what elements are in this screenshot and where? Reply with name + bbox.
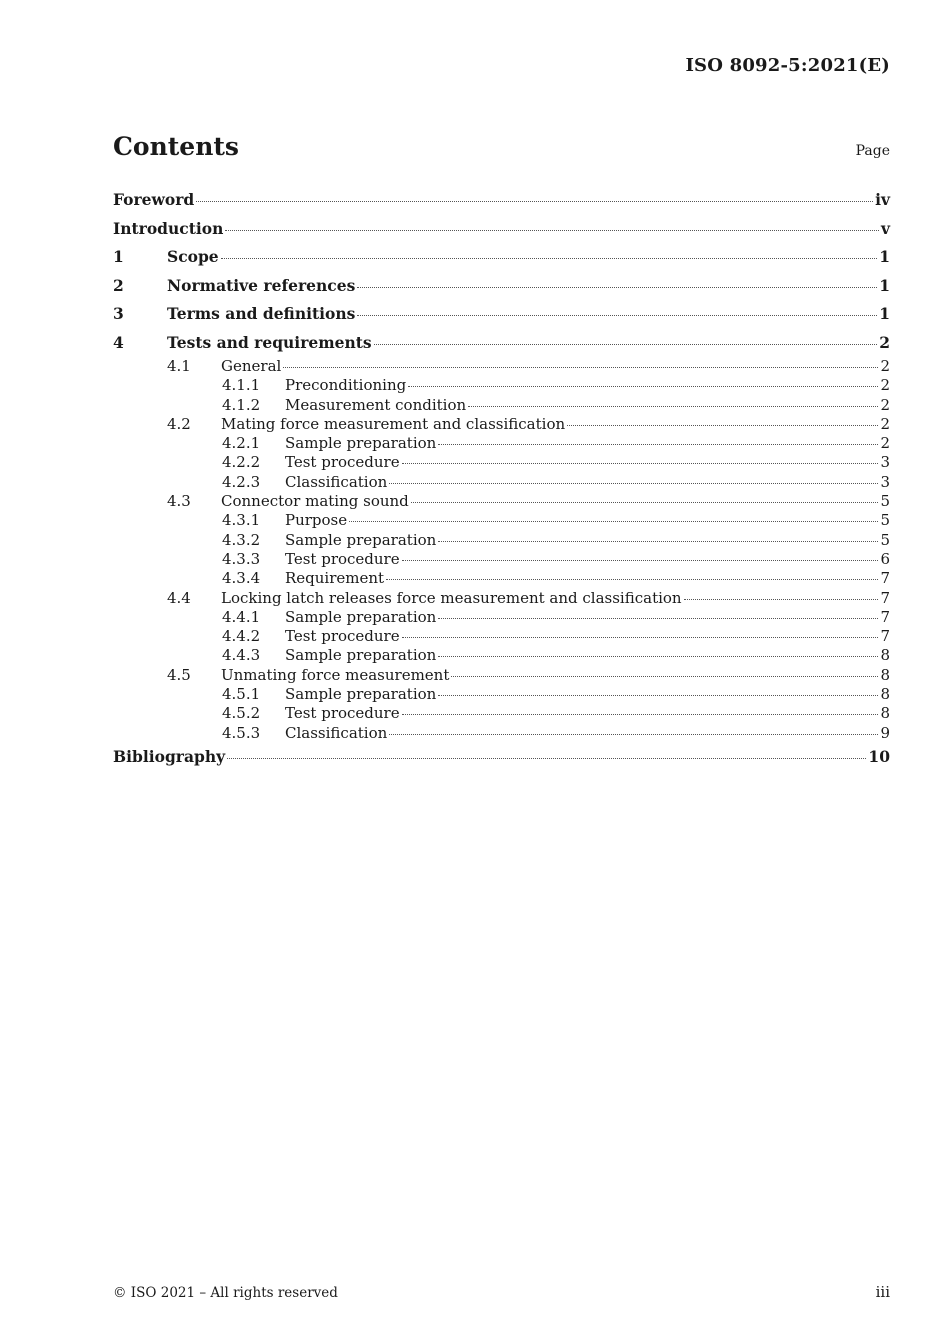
toc-entry-title: Sample preparation bbox=[285, 646, 437, 665]
table-of-contents bbox=[113, 186, 890, 771]
toc-entry[interactable] bbox=[113, 646, 890, 665]
toc-dot-leader bbox=[386, 579, 878, 580]
toc-entry-page: 7 bbox=[880, 569, 890, 588]
toc-entry[interactable] bbox=[113, 511, 890, 530]
toc-entry-page: 6 bbox=[880, 549, 890, 568]
toc-entry[interactable] bbox=[113, 300, 890, 329]
toc-entry[interactable] bbox=[113, 186, 890, 215]
toc-entry-title: Sample preparation bbox=[285, 607, 437, 626]
toc-entry[interactable] bbox=[113, 376, 890, 395]
toc-entry[interactable] bbox=[113, 473, 890, 492]
toc-entry-page: 1 bbox=[879, 247, 890, 266]
toc-entry-page: 10 bbox=[868, 746, 890, 766]
toc-entry[interactable] bbox=[113, 627, 890, 646]
toc-entry-title: Terms and definitions bbox=[167, 304, 356, 323]
toc-entry-number: 4.4.3 bbox=[222, 646, 261, 665]
toc-entry-title: Preconditioning bbox=[285, 376, 407, 395]
toc-entry-title: Unmating force measurement bbox=[221, 665, 450, 684]
toc-entry[interactable] bbox=[113, 724, 890, 743]
toc-entry-number: 4.4 bbox=[167, 588, 191, 607]
toc-dot-leader bbox=[411, 502, 879, 503]
toc-dot-leader bbox=[402, 560, 879, 561]
toc-entry-page: 3 bbox=[880, 472, 890, 491]
toc-entry-title: Test procedure bbox=[285, 627, 400, 646]
toc-entry[interactable] bbox=[113, 329, 890, 358]
document-id: ISO 8092-5:2021(E) bbox=[685, 55, 890, 76]
toc-dot-leader bbox=[567, 425, 878, 426]
toc-entry-page: 7 bbox=[880, 588, 890, 607]
toc-entry-title: Requirement bbox=[285, 569, 385, 588]
toc-dot-leader bbox=[196, 201, 873, 202]
toc-entry-number: 4.1 bbox=[167, 357, 191, 375]
toc-entry-title: Introduction bbox=[113, 218, 224, 238]
page-title: Contents bbox=[113, 132, 240, 161]
toc-entry-title: Classification bbox=[285, 723, 388, 742]
toc-dot-leader bbox=[227, 758, 866, 759]
toc-entry-number: 4.3.4 bbox=[222, 569, 261, 588]
toc-entry-page: 5 bbox=[880, 511, 890, 530]
toc-entry-title: Test procedure bbox=[285, 453, 400, 472]
toc-entry-title: Normative references bbox=[167, 275, 356, 295]
toc-entry-page: iv bbox=[875, 190, 890, 209]
toc-entry-page: 2 bbox=[879, 332, 890, 352]
toc-entry-page: v bbox=[880, 218, 890, 238]
toc-dot-leader bbox=[684, 599, 879, 600]
toc-entry-number: 4 bbox=[113, 332, 124, 352]
toc-entry-number: 4.3.1 bbox=[222, 511, 261, 530]
toc-dot-leader bbox=[357, 287, 877, 288]
page-column-label: Page bbox=[855, 143, 890, 159]
toc-dot-leader bbox=[408, 386, 878, 387]
toc-entry-title: Test procedure bbox=[285, 704, 400, 723]
toc-dot-leader bbox=[349, 521, 878, 522]
toc-entry-title: Classification bbox=[285, 472, 388, 491]
toc-entry-title: Purpose bbox=[285, 511, 348, 530]
toc-entry-title: Mating force measurement and classification bbox=[221, 414, 566, 433]
toc-dot-leader bbox=[438, 444, 878, 445]
toc-entry-number: 4.1.2 bbox=[222, 395, 261, 414]
toc-entry-title: Connector mating sound bbox=[221, 492, 409, 511]
toc-dot-leader bbox=[374, 344, 878, 345]
toc-dot-leader bbox=[438, 695, 878, 696]
toc-entry-title: Foreword bbox=[113, 190, 195, 209]
toc-dot-leader bbox=[438, 618, 878, 619]
toc-dot-leader bbox=[438, 541, 878, 542]
toc-entry[interactable] bbox=[113, 415, 890, 434]
toc-entry-number: 4.5 bbox=[167, 665, 191, 684]
toc-entry[interactable] bbox=[113, 685, 890, 704]
toc-entry-page: 1 bbox=[879, 304, 890, 323]
toc-entry-page: 8 bbox=[880, 685, 890, 704]
toc-entry-title: Locking latch releases force measurement and classification bbox=[221, 588, 682, 607]
toc-entry-page: 2 bbox=[880, 434, 890, 453]
toc-entry-page: 2 bbox=[880, 357, 890, 375]
toc-dot-leader bbox=[402, 463, 879, 464]
toc-entry-page: 8 bbox=[880, 665, 890, 684]
toc-entry-number: 1 bbox=[113, 247, 124, 266]
page-number: iii bbox=[875, 1283, 890, 1301]
toc-entry-title: Scope bbox=[167, 247, 219, 266]
toc-dot-leader bbox=[389, 734, 878, 735]
toc-entry-number: 4.2.1 bbox=[222, 434, 261, 453]
toc-entry[interactable] bbox=[113, 608, 890, 627]
toc-entry-number: 3 bbox=[113, 304, 124, 323]
copyright-notice: © ISO 2021 – All rights reserved bbox=[113, 1285, 338, 1301]
toc-entry-title: General bbox=[221, 357, 282, 375]
toc-entry-number: 4.4.2 bbox=[222, 627, 261, 646]
toc-entry[interactable] bbox=[113, 434, 890, 453]
toc-entry[interactable] bbox=[113, 492, 890, 511]
toc-entry-page: 5 bbox=[880, 492, 890, 511]
toc-entry[interactable] bbox=[113, 743, 890, 772]
toc-entry-page: 3 bbox=[880, 453, 890, 472]
toc-entry-page: 2 bbox=[880, 395, 890, 414]
toc-entry-page: 5 bbox=[880, 530, 890, 549]
toc-entry-title: Tests and requirements bbox=[167, 332, 372, 352]
toc-entry-title: Sample preparation bbox=[285, 530, 437, 549]
toc-entry[interactable] bbox=[113, 550, 890, 569]
toc-dot-leader bbox=[357, 315, 877, 316]
toc-entry-page: 2 bbox=[880, 376, 890, 395]
toc-entry-page: 1 bbox=[879, 275, 890, 295]
toc-dot-leader bbox=[402, 714, 879, 715]
toc-entry[interactable] bbox=[113, 272, 890, 301]
toc-entry[interactable] bbox=[113, 589, 890, 608]
toc-entry[interactable] bbox=[113, 396, 890, 415]
toc-entry-title: Bibliography bbox=[113, 746, 226, 766]
toc-entry-title: Sample preparation bbox=[285, 434, 437, 453]
toc-entry-number: 4.3.2 bbox=[222, 530, 261, 549]
toc-entry-page: 2 bbox=[880, 414, 890, 433]
toc-entry-number: 4.1.1 bbox=[222, 376, 261, 395]
toc-entry-page: 9 bbox=[880, 723, 890, 742]
toc-entry-number: 4.5.1 bbox=[222, 685, 261, 704]
toc-entry-title: Measurement condition bbox=[285, 395, 467, 414]
toc-entry[interactable] bbox=[113, 453, 890, 472]
toc-dot-leader bbox=[402, 637, 879, 638]
toc-entry[interactable] bbox=[113, 357, 890, 376]
toc-entry-number: 2 bbox=[113, 275, 124, 295]
toc-entry-page: 7 bbox=[880, 627, 890, 646]
toc-entry-number: 4.3.3 bbox=[222, 549, 261, 568]
toc-entry[interactable] bbox=[113, 704, 890, 723]
toc-entry-page: 8 bbox=[880, 704, 890, 723]
toc-entry-number: 4.4.1 bbox=[222, 607, 261, 626]
toc-entry[interactable] bbox=[113, 243, 890, 272]
toc-dot-leader bbox=[283, 367, 878, 368]
toc-dot-leader bbox=[468, 406, 878, 407]
toc-entry[interactable] bbox=[113, 215, 890, 244]
toc-entry-number: 4.2.3 bbox=[222, 472, 261, 491]
toc-entry-title: Sample preparation bbox=[285, 685, 437, 704]
toc-entry[interactable] bbox=[113, 666, 890, 685]
toc-entry-number: 4.2.2 bbox=[222, 453, 261, 472]
toc-entry[interactable] bbox=[113, 569, 890, 588]
toc-dot-leader bbox=[389, 483, 878, 484]
toc-entry[interactable] bbox=[113, 531, 890, 550]
toc-dot-leader bbox=[451, 676, 878, 677]
toc-entry-number: 4.3 bbox=[167, 492, 191, 511]
toc-dot-leader bbox=[225, 230, 879, 231]
toc-entry-number: 4.2 bbox=[167, 414, 191, 433]
toc-entry-page: 8 bbox=[880, 646, 890, 665]
toc-dot-leader bbox=[438, 656, 878, 657]
toc-entry-number: 4.5.2 bbox=[222, 704, 261, 723]
toc-entry-page: 7 bbox=[880, 607, 890, 626]
toc-entry-number: 4.5.3 bbox=[222, 723, 261, 742]
toc-dot-leader bbox=[221, 258, 878, 259]
toc-entry-title: Test procedure bbox=[285, 549, 400, 568]
